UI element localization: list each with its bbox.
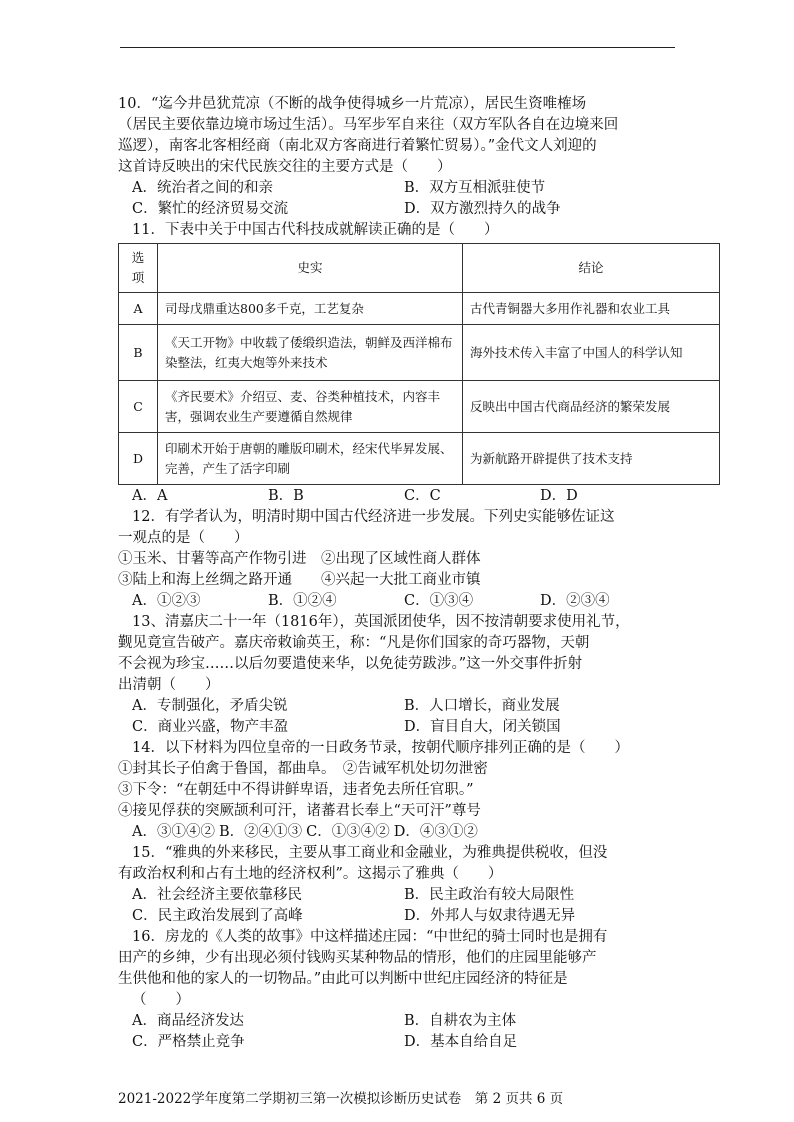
question-stem-line: （居民主要依靠边境市场过生活）。马军步军自来往（双方军队各自在边境来回 (118, 117, 619, 133)
question-11 (118, 220, 683, 507)
question-10 (118, 94, 676, 220)
question-stem-line: 生供他和他的家人的一切物品。”由此可以判断中世纪庄园经济的特征是 (118, 971, 568, 987)
option-row (118, 696, 676, 717)
option-c[interactable]: C．①③④② (306, 824, 390, 840)
question-stem-line: 觐见竟宣告破产。嘉庆帝敕谕英王，称：“凡是你们国家的奇巧器物，天朝 (118, 635, 590, 651)
option-row (118, 591, 676, 612)
option-d[interactable]: D．④③①② (393, 824, 478, 840)
exam-page-content (118, 94, 683, 1053)
question-stem-line: 这首诗反映出的宋代民族交往的主要方式是（ ） (118, 159, 452, 175)
header-rule (120, 47, 675, 48)
option-c[interactable]: C．①③④ (404, 593, 474, 609)
option-b[interactable]: B．双方互相派驻使节 (404, 180, 546, 196)
question-stem-line: 13、清嘉庆二十一年（1816年），英国派团使华，因不按清朝要求使用礼节， (132, 614, 630, 630)
question-15 (118, 843, 676, 927)
table-cell-fact: 《天工开物》中收载了倭缎织造法，朝鲜及西洋棉布染整法，红夷大炮等外来技术 (158, 325, 463, 381)
statement-line: ③陆上和海上丝绸之路开通 ④兴起一大批工商业市镇 (118, 572, 481, 588)
question-stem-line: 有政治权利和占有土地的经济权利”。这揭示了雅典（ ） (118, 866, 503, 882)
option-a[interactable]: A．①②③ (132, 593, 201, 609)
option-row (118, 885, 676, 906)
page-footer: 2021-2022学年度第二学期初三第一次模拟诊断历史试卷 第 2 页共 6 页 (118, 1091, 564, 1107)
option-a[interactable]: A．社会经济主要依靠移民 (132, 887, 302, 903)
question-stem-line: 12．有学者认为，明清时期中国古代经济进一步发展。下列史实能够佐证这 (132, 509, 615, 525)
option-c[interactable]: C．商业兴盛，物产丰盈 (132, 719, 289, 735)
statement-line: ①封其长子伯禽于鲁国，都曲阜。 ②告诫军机处切勿泄密 (118, 761, 488, 777)
question-stem-line: 14．以下材料为四位皇帝的一日政务节录，按朝代顺序排列正确的是（ ） (132, 740, 629, 756)
question-stem-line: 15．“雅典的外来移民，主要从事工商业和金融业，为雅典提供税收，但没 (132, 845, 608, 861)
column-header-fact: 史实 (158, 244, 463, 293)
question-12 (118, 507, 676, 612)
question-stem-line: 不会视为珍宝……以后勿要遣使来华，以免徒劳跋涉。”这一外交事件折射 (118, 656, 583, 672)
question-stem-line: 16．房龙的《人类的故事》中这样描述庄园：“中世纪的骑士同时也是拥有 (132, 929, 608, 945)
option-b[interactable]: B．①②④ (268, 593, 337, 609)
question-13 (118, 612, 676, 738)
option-a[interactable]: A．商品经济发达 (132, 1013, 244, 1029)
option-b[interactable]: B．人口增长，商业发展 (404, 698, 560, 714)
table-cell-conclusion: 古代青铜器大多用作礼器和农业工具 (463, 293, 720, 325)
option-a[interactable]: A．③①④② (132, 824, 215, 840)
table-cell-option: D (119, 433, 158, 485)
option-b[interactable]: B．自耕农为主体 (404, 1013, 517, 1029)
option-c[interactable]: C．民主政治发展到了高峰 (132, 908, 303, 924)
table-row (119, 293, 720, 325)
table-cell-fact: 印刷术开始于唐朝的雕版印刷术，经宋代毕昇发展、完善，产生了活字印刷 (158, 433, 463, 485)
statement-line: ④接见俘获的突厥颉利可汗，诸蕃君长奉上“天可汗”尊号 (118, 803, 481, 819)
table-cell-conclusion: 为新航路开辟提供了技术支持 (463, 433, 720, 485)
table-cell-conclusion: 反映出中国古代商品经济的繁荣发展 (463, 381, 720, 433)
column-header-option: 选项 (119, 244, 158, 293)
option-row (118, 822, 676, 843)
table-row (119, 381, 720, 433)
option-d[interactable]: D．盲目自大，闭关锁国 (404, 719, 561, 735)
option-a[interactable]: A．统治者之间的和亲 (132, 180, 273, 196)
option-d[interactable]: D．基本自给自足 (404, 1034, 518, 1050)
table-cell-conclusion: 海外技术传入丰富了中国人的科学认知 (463, 325, 720, 381)
table-row (119, 433, 720, 485)
option-d[interactable]: D．双方激烈持久的战争 (404, 201, 561, 217)
question-stem-line: 出清朝（ ） (118, 677, 220, 693)
question-stem-line: 巡逻），南客北客相经商（南北双方客商进行着繁忙贸易）。”金代文人刘迎的 (118, 138, 597, 154)
option-row (118, 1011, 676, 1032)
statement-line: ①玉米、甘薯等高产作物引进 ②出现了区域性商人群体 (118, 551, 481, 567)
table-row (119, 325, 720, 381)
option-b[interactable]: B．B (268, 488, 304, 504)
table-cell-fact: 《齐民要术》介绍豆、麦、谷类种植技术，内容丰害，强调农业生产要遵循自然规律 (158, 381, 463, 433)
option-c[interactable]: C．C (404, 488, 441, 504)
option-a[interactable]: A．A (132, 488, 168, 504)
table-cell-option: A (119, 293, 158, 325)
table-header-row (119, 244, 720, 293)
option-c[interactable]: C．繁忙的经济贸易交流 (132, 201, 289, 217)
question-16 (118, 927, 676, 1053)
option-row (118, 717, 676, 738)
statement-line: ③下令：“在朝廷中不得讲鲜卑语，违者免去所任官职。” (118, 782, 474, 798)
option-row (118, 199, 676, 220)
option-row (118, 906, 676, 927)
option-row (118, 178, 676, 199)
option-c[interactable]: C．严格禁止竞争 (132, 1034, 245, 1050)
answer-blank: （ ） (132, 992, 190, 1008)
question-stem-line: 11．下表中关于中国古代科技成就解读正确的是（ ） (132, 222, 499, 238)
option-d[interactable]: D．外邦人与奴隶待遇无异 (404, 908, 576, 924)
table-cell-option: B (119, 325, 158, 381)
question-stem-line: 田产的乡绅，少有出现必须付钱购买某种物品的情形，他们的庄园里能够产 (118, 950, 597, 966)
question-stem-line: 一观点的是（ ） (118, 530, 249, 546)
question-stem-line: 10．“迄今井邑犹荒凉（不断的战争使得城乡一片荒凉），居民生资唯榷场 (118, 96, 587, 112)
table-cell-option: C (119, 381, 158, 433)
option-b[interactable]: B．民主政治有较大局限性 (404, 887, 575, 903)
option-d[interactable]: D．②③④ (540, 593, 610, 609)
q11-table (118, 243, 720, 485)
option-d[interactable]: D．D (540, 488, 578, 504)
option-row (118, 1032, 676, 1053)
option-b[interactable]: B．②④①③ (218, 824, 303, 840)
option-a[interactable]: A．专制强化，矛盾尖锐 (132, 698, 288, 714)
option-row (118, 486, 676, 507)
column-header-conclusion: 结论 (463, 244, 720, 293)
table-cell-fact: 司母戊鼎重达800多千克，工艺复杂 (158, 293, 463, 325)
question-14 (118, 738, 676, 843)
